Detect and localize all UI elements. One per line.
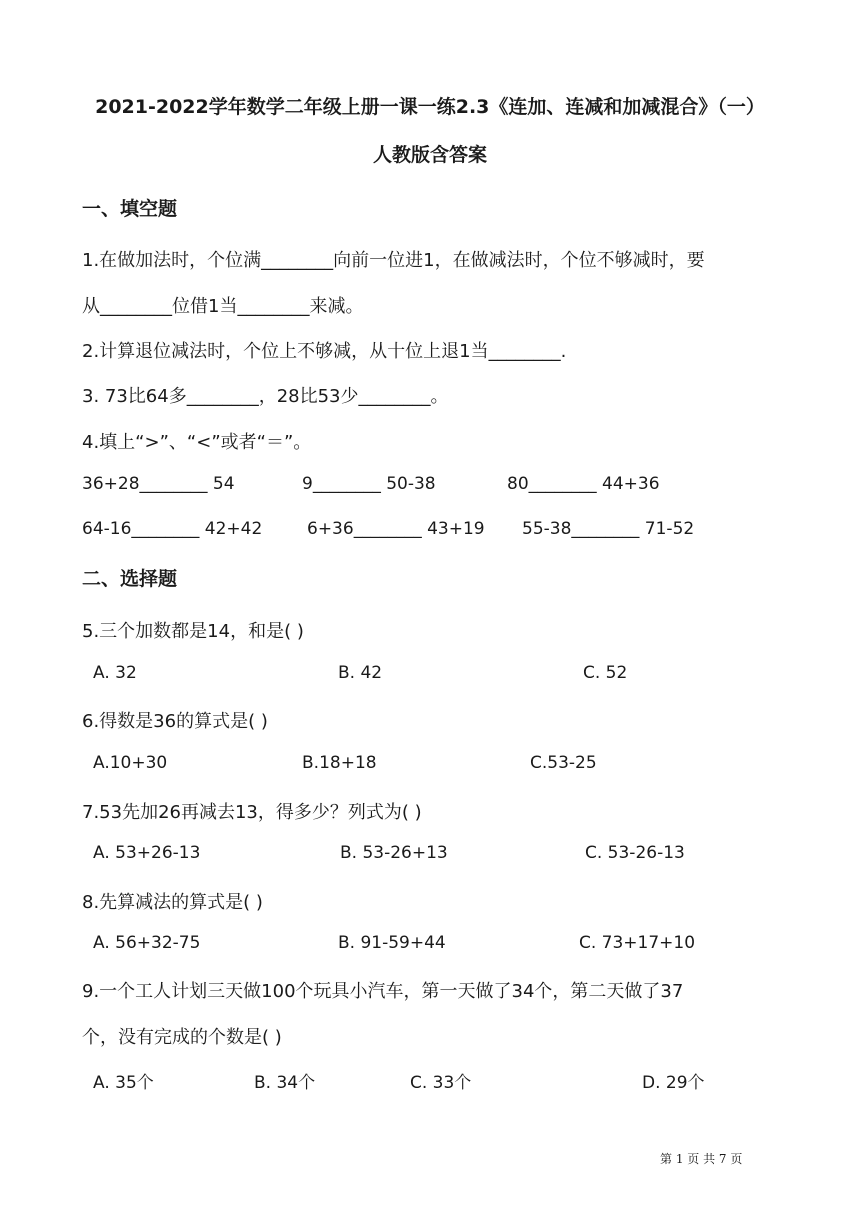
document-title-line2: 人教版含答案	[372, 144, 487, 166]
question-5: 5.三个加数都是14，和是( )	[82, 621, 304, 642]
question-4-stem: 4.填上“>”、“<”或者“＝”。	[82, 432, 312, 453]
question-3: 3. 73比64多________，28比53少________。	[82, 386, 449, 407]
question-9-line2: 个，没有完成的个数是( )	[82, 1027, 282, 1048]
q5-option-a: A. 32	[93, 663, 137, 683]
q9-option-b: B. 34个	[254, 1073, 316, 1093]
q6-option-c: C.53-25	[530, 753, 597, 773]
q7-option-b: B. 53-26+13	[340, 843, 448, 863]
question-1-line2: 从________位借1当________来减。	[82, 296, 364, 317]
q9-option-d: D. 29个	[642, 1073, 705, 1093]
page-number-footer: 第 1 页 共 7 页	[660, 1152, 743, 1166]
q4-item-4: 64-16________ 42+42	[82, 519, 263, 539]
q4-item-2: 9________ 50-38	[302, 474, 436, 494]
q6-option-b: B.18+18	[302, 753, 377, 773]
section-heading-choice: 二、选择题	[82, 568, 178, 590]
document-title-line1: 2021-2022学年数学二年级上册一课一练2.3《连加、连减和加减混合》（一）	[95, 96, 765, 118]
question-1-line1: 1.在做加法时，个位满________向前一位进1，在做减法时，个位不够减时，要	[82, 250, 705, 271]
q8-option-c: C. 73+17+10	[579, 933, 696, 953]
q9-option-a: A. 35个	[93, 1073, 154, 1093]
q9-option-c: C. 33个	[410, 1073, 472, 1093]
q7-option-c: C. 53-26-13	[585, 843, 685, 863]
question-9-line1: 9.一个工人计划三天做100个玩具小汽车，第一天做了34个，第二天做了37	[82, 981, 684, 1002]
q8-option-a: A. 56+32-75	[93, 933, 201, 953]
q6-option-a: A.10+30	[93, 753, 168, 773]
q4-item-3: 80________ 44+36	[507, 474, 660, 494]
section-heading-fill-blank: 一、填空题	[82, 198, 178, 220]
q4-item-6: 55-38________ 71-52	[522, 519, 695, 539]
q4-item-5: 6+36________ 43+19	[307, 519, 485, 539]
question-2: 2.计算退位减法时，个位上不够减，从十位上退1当________.	[82, 341, 567, 362]
q5-option-b: B. 42	[338, 663, 383, 683]
question-6: 6.得数是36的算式是( )	[82, 711, 268, 732]
q5-option-c: C. 52	[583, 663, 628, 683]
q4-item-1: 36+28________ 54	[82, 474, 235, 494]
q7-option-a: A. 53+26-13	[93, 843, 201, 863]
q8-option-b: B. 91-59+44	[338, 933, 446, 953]
question-7: 7.53先加26再减去13，得多少？列式为( )	[82, 802, 422, 823]
question-8: 8.先算减法的算式是( )	[82, 892, 263, 913]
